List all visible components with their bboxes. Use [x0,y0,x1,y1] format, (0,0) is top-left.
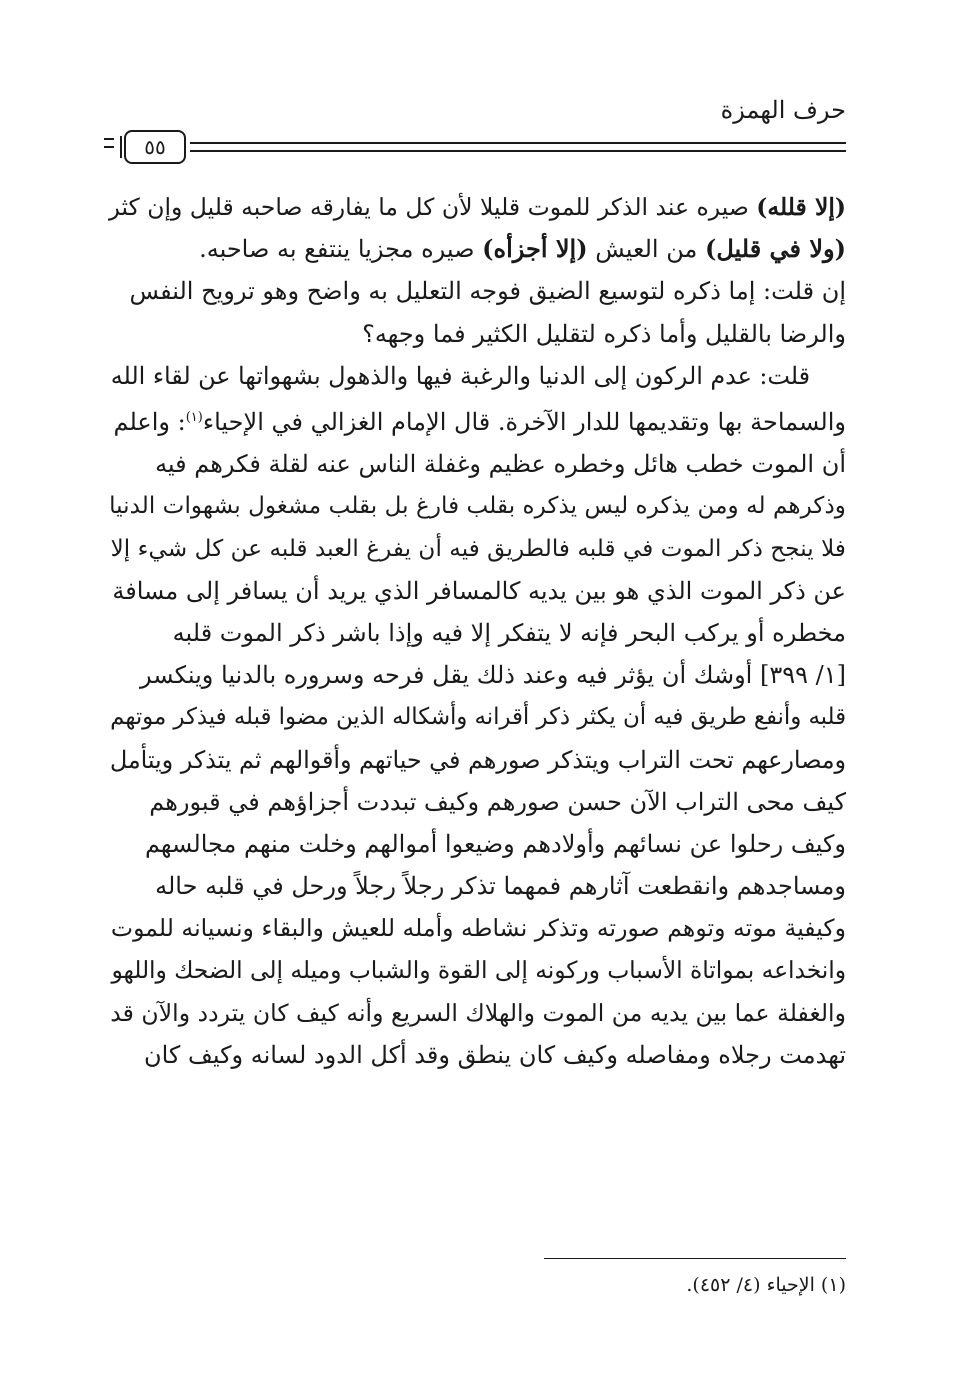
line-text: والسماحة بها وتقديمها للدار الآخرة. قال الإمام الغزالي في الإحياء [202,408,846,437]
text-line-13: قلبه وأنفع طريق فيه أن يكثر ذكر أقرانه وأشكاله الذين مضوا قبله فيذكر موتهم [110,704,846,731]
text-line-17: ومساجدهم وانقطعت آثارهم فمهما تذكر رجلاً رجلاً ورحل في قلبه حاله [155,872,846,901]
text-line-15: كيف محى التراب الآن حسن صورهم وكيف تبددت أجزاؤهم في قبورهم [149,787,846,816]
line-text: : واعلم [113,408,186,437]
quoted-phrase: (ولا في قليل) [704,234,846,264]
text-line-6 [108,397,846,443]
line-text: صيره مجزيا ينتفع به صاحبه. [199,235,483,264]
text-line-8: وذكرهم له ومن يذكره ليس يذكره بقلب فارغ بل بقلب مشغول بشهوات الدنيا [109,492,846,520]
text-line-19: وانخداعه بمواتاة الأسباب وركونه إلى القوة والشباب وميله إلى الضحك واللهو [111,956,846,984]
text-line-20: والغفلة عما بين يديه من الموت والهلاك السريع وأنه كيف كان يتردد والآن قد [110,998,846,1027]
text-line-2 [108,228,846,270]
text-line-4: والرضا بالقليل وأما ذكره لتقليل الكثير فما وجهه؟ [362,319,846,348]
footnote-separator [544,1258,846,1259]
main-text [108,186,846,1076]
chapter-title: حرف الهمزة [720,96,846,124]
header-double-rule [190,142,846,152]
text-line-21: تهدمت رجلاه ومفاصله وكيف كان ينطق وقد أكل الدود لسانه وكيف كان [143,1041,846,1070]
text-line-9: فلا ينجح ذكر الموت في قلبه فالطريق فيه أن يفرغ العبد قلبه عن كل شيء إلا [110,534,846,562]
text-line-11: مخطره أو يركب البحر فإنه لا يتفكر إلا فيه وإذا باشر ذكر الموت قلبه [172,619,846,648]
page-number-box [124,130,186,164]
quoted-phrase: (إلا أجزأه) [482,234,588,264]
line-text: من العيش [587,235,705,264]
text-line-5: قلت: عدم الركون إلى الدنيا والرغبة فيها والذهول بشهواتها عن لقاء الله [110,361,810,390]
page-number: ٥٥ [144,135,166,159]
footnote: (١) الإحياء (٤/ ٤٥٢). [686,1274,846,1296]
footnote-marker: (١) [185,410,203,426]
text-line-18: وكيفية موته وتوهم صورته وتذكر نشاطه وأمله للعيش والبقاء ونسيانه للموت [110,914,846,943]
header-rule-end-mark [104,138,114,148]
text-line-12: [١/ ٣٩٩] أوشك أن يؤثر فيه وعند ذلك يقل فرحه وسروره بالدنيا وينكسر [139,661,846,690]
text-line-16: وكيف رحلوا عن نسائهم وأولادهم وضيعوا أموالهم وخلت منهم مجالسهم [144,830,846,859]
text-line-1 [108,186,846,228]
text-line-7: أن الموت خطب هائل وخطره عظيم وغفلة الناس عنه لقلة فكرهم فيه [155,450,846,479]
text-line-3: إن قلت: إما ذكره لتوسيع الضيق فوجه التعليل به واضح وهو ترويح النفس [129,277,846,306]
text-line-14: ومصارعهم تحت التراب ويتذكر صورهم في حياتهم وأقوالهم ثم يتذكر ويتأمل [109,745,846,774]
text-line-10: عن ذكر الموت الذي هو بين يديه كالمسافر الذي يريد أن يسافر إلى مسافة [112,576,846,605]
line-text: صيره عند الذكر للموت قليلا لأن كل ما يفارقه صاحبه قليل وإن كثر [108,193,757,221]
quoted-phrase: (إلا قلله) [756,193,846,221]
